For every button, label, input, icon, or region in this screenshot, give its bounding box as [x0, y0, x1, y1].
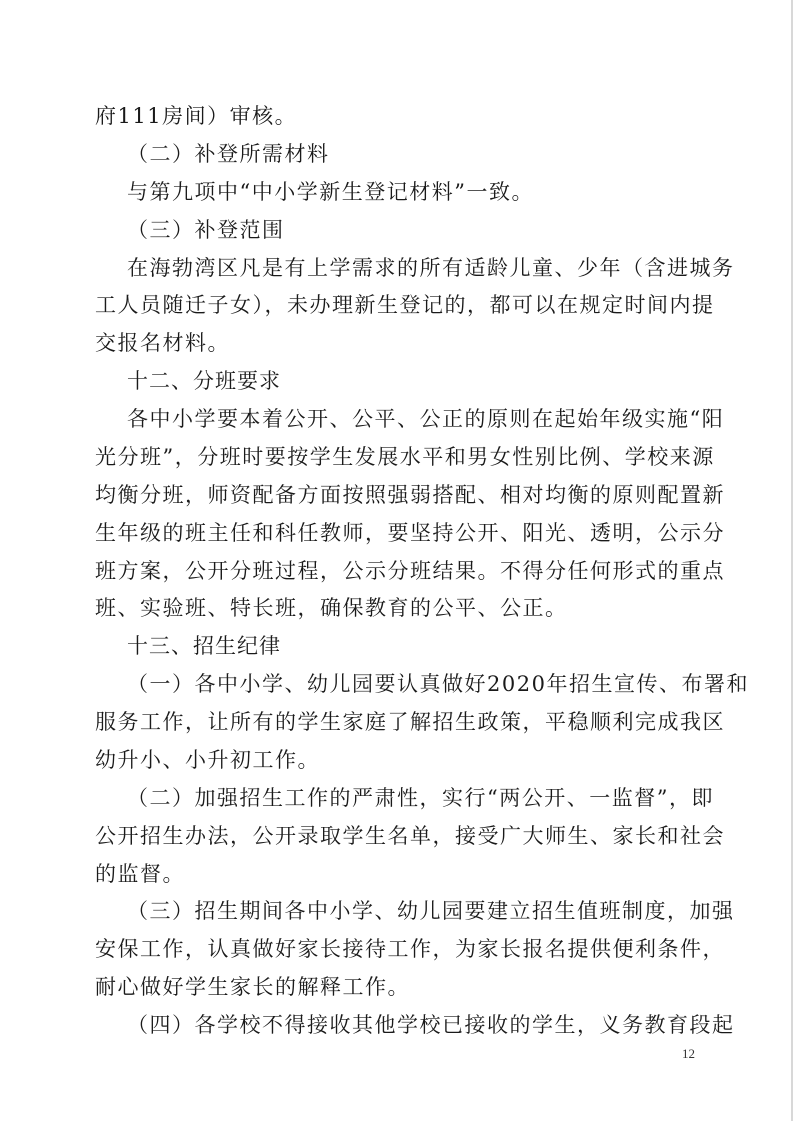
text-line-25: （四）各学校不得接收其他学校已接收的学生，义务教育段起 — [127, 1013, 735, 1037]
text-line-7: 交报名材料。 — [95, 331, 230, 355]
subsection-heading-3: （三）补登范围 — [127, 218, 285, 242]
text-line-10: 光分班”，分班时要按学生发展水平和男女性别比例、学校来源 — [95, 445, 715, 469]
text-line-11: 均衡分班，师资配备方面按照强弱搭配、相对均衡的原则配置新 — [95, 483, 725, 507]
text-line-9: 各中小学要本着公开、公平、公正的原则在起始年级实施“阳 — [127, 407, 725, 431]
text-line-14: 班、实验班、特长班，确保教育的公平、公正。 — [95, 596, 568, 620]
text-line-5: 在海勃湾区凡是有上学需求的所有适龄儿童、少年（含进城务 — [127, 256, 735, 280]
text-line-1: 府111房间）审核。 — [95, 104, 298, 128]
text-line-13: 班方案，公开分班过程，公示分班结果。不得分任何形式的重点 — [95, 559, 725, 583]
text-line-22: （三）招生期间各中小学、幼儿园要建立招生值班制度，加强 — [127, 899, 735, 923]
text-line-16: （一）各中小学、幼儿园要认真做好2020年招生宣传、布署和 — [127, 672, 749, 696]
text-line-24: 耐心做好学生家长的解释工作。 — [95, 975, 410, 999]
text-line-21: 的监督。 — [95, 862, 185, 886]
text-line-23: 安保工作，认真做好家长接待工作，为家长报名提供便利条件， — [95, 937, 725, 961]
text-line-3: 与第九项中“中小学新生登记材料”一致。 — [127, 180, 534, 204]
text-line-17: 服务工作，让所有的学生家庭了解招生政策，平稳顺利完成我区 — [95, 710, 725, 734]
page-number: 12 — [682, 1046, 695, 1061]
section-heading-13: 十三、招生纪律 — [127, 634, 281, 658]
text-line-18: 幼升小、小升初工作。 — [95, 748, 320, 772]
text-line-20: 公开招生办法，公开录取学生名单，接受广大师生、家长和社会 — [95, 824, 725, 848]
text-line-12: 生年级的班主任和科任教师，要坚持公开、阳光、透明，公示分 — [95, 521, 725, 545]
section-heading-12: 十二、分班要求 — [127, 369, 281, 393]
subsection-heading-2: （二）补登所需材料 — [127, 142, 330, 166]
text-line-6: 工人员随迁子女），未办理新生登记的，都可以在规定时间内提 — [95, 293, 715, 317]
text-line-19: （二）加强招生工作的严肃性，实行“两公开、一监督”，即 — [127, 786, 714, 810]
